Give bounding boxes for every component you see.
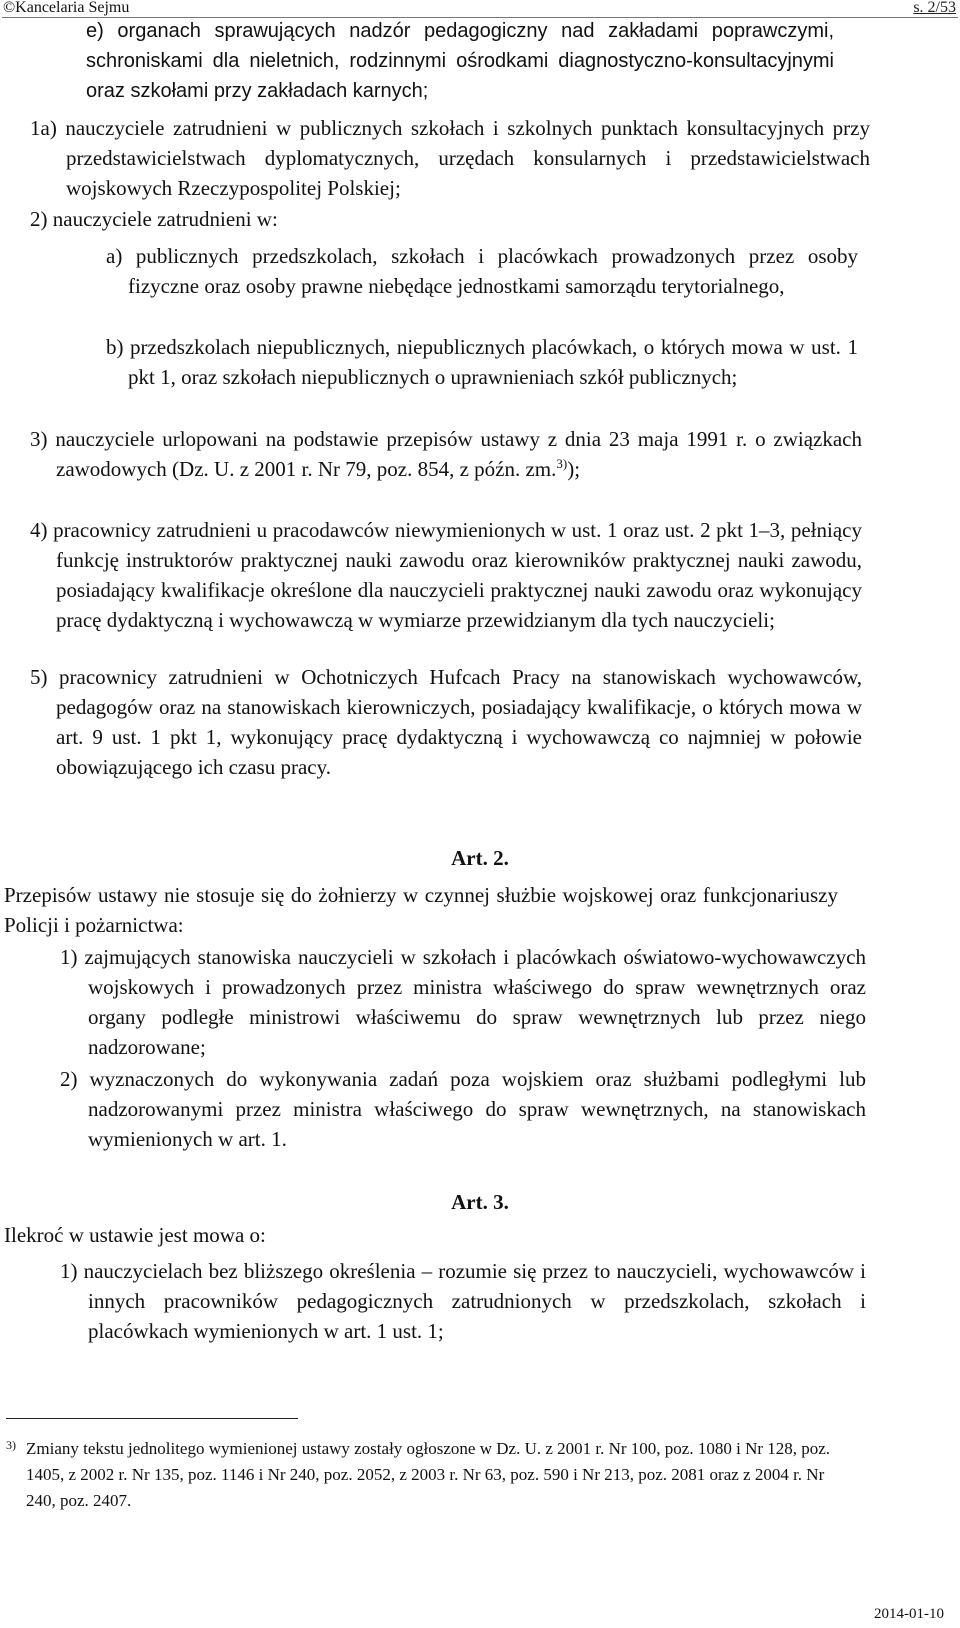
footnote-mark: 3) — [6, 1438, 16, 1452]
art-3-intro: Ilekroć w ustawie jest mowa o: — [4, 1223, 266, 1247]
header-publisher: ©Kancelaria Sejmu — [3, 0, 130, 16]
art-2-item-1: 1) zajmujących stanowiska nauczycieli w szkołach i placówkach oświatowo-wychowawczych wojskowych i prowadzonych przez ministra właściwego do spraw wewnętrznych oraz organy podległe ministrowi właściwemu do spraw wewnętrznych lub przez niego nadzorowane; — [60, 945, 866, 1059]
item-3-text: 3) nauczyciele urlopowani na podstawie przepisów ustawy z dnia 23 maja 1991 r. o związkach zawodowych (Dz. U. z 2001 r. Nr 79, poz. 854, z późn. zm. — [30, 427, 862, 481]
item-4: 4) pracownicy zatrudnieni u pracodawców niewymienionych w ust. 1 oraz ust. 2 pkt 1–3, pełniący funkcję instruktorów praktycznej nauki zawodu oraz kierowników praktycznej nauki zawodu, posiadający kwalifikacje określone dla nauczycieli praktycznej nauki zawodu oraz wykonujący pracę dydaktyczną i wychowawczą w wymiarze przewidzianym dla tych nauczycieli; — [30, 518, 862, 632]
item-1a — [30, 113, 870, 203]
footnote-divider — [6, 1418, 298, 1419]
art-2-item-2: 2) wyznaczonych do wykonywania zadań poza wojskiem oraz służbami podległymi lub nadzorowanymi przez ministra właściwego do spraw wewnętrznych, na stanowiskach wymienionych w art. 1. — [60, 1067, 866, 1151]
item-2b: b) przedszkolach niepublicznych, niepublicznych placówkach, o których mowa w ust. 1 pkt 1, oraz szkołach niepublicznych o uprawnieniach szkół publicznych; — [106, 335, 858, 389]
footnote — [6, 1436, 844, 1514]
art-3-heading: Art. 3. — [451, 1190, 509, 1214]
art-2-heading: Art. 2. — [451, 846, 509, 870]
item-2a: a) publicznych przedszkolach, szkołach i placówkach prowadzonych przez osoby fizyczne oraz osoby prawne niebędące jednostkami samorządu terytorialnego, — [106, 244, 858, 298]
art-3-item-1: 1) nauczycielach bez bliższego określenia – rozumie się przez to nauczycieli, wychowawców i innych pracowników pedagogicznych zatrudnionych w przedszkolach, szkołach i placówkach wymienionych w art. 1 ust. 1; — [60, 1259, 866, 1343]
item-e: e) organach sprawujących nadzór pedagogiczny nad zakładami poprawczymi, schroniskami dla nieletnich, rodzinnymi ośrodkami diagnostyczno-konsultacyjnymi oraz szkołami przy zakładach karnych; — [86, 20, 834, 102]
art-2-intro: Przepisów ustawy nie stosuje się do żołnierzy w czynnej służbie wojskowej oraz funkcjonariuszy Policji i pożarnictwa: — [4, 883, 838, 937]
footer-date: 2014-01-10 — [874, 1606, 944, 1622]
item-3-close: ); — [567, 457, 581, 481]
item-1a-text: 1a) nauczyciele zatrudnieni w publicznych szkołach i szkolnych punktach konsultacyjnych przy przedstawicielstwach dyplomatycznych, urzędach konsularnych i przedstawicielstwach wojskowych Rzeczypospolitej Polskiej; — [30, 116, 870, 200]
item-3 — [30, 424, 862, 484]
item-5: 5) pracownicy zatrudnieni w Ochotniczych Hufcach Pracy na stanowiskach wychowawców, pedagogów oraz na stanowiskach kierowniczych, posiadający kwalifikacje, o których mowa w art. 9 ust. 1 pkt 1, wykonujący pracę dydaktyczną i wychowawczą co najmniej w połowie obowiązującego ich czasu pracy. — [30, 665, 862, 779]
footnote-ref[interactable]: 3) — [556, 456, 568, 471]
footnote-text: Zmiany tekstu jednolitego wymienionej ustawy zostały ogłoszone w Dz. U. z 2001 r. Nr 100, poz. 1080 i Nr 128, poz. 1405, z 2002 r. Nr 135, poz. 1146 i Nr 240, poz. 2052, z 2003 r. Nr 63, poz. 590 i Nr 213, poz. 2081 oraz z 2004 r. Nr 240, poz. 2407. — [26, 1439, 831, 1510]
header-page-number: s. 2/53 — [913, 0, 956, 16]
item-2: 2) nauczyciele zatrudnieni w: — [30, 207, 278, 231]
